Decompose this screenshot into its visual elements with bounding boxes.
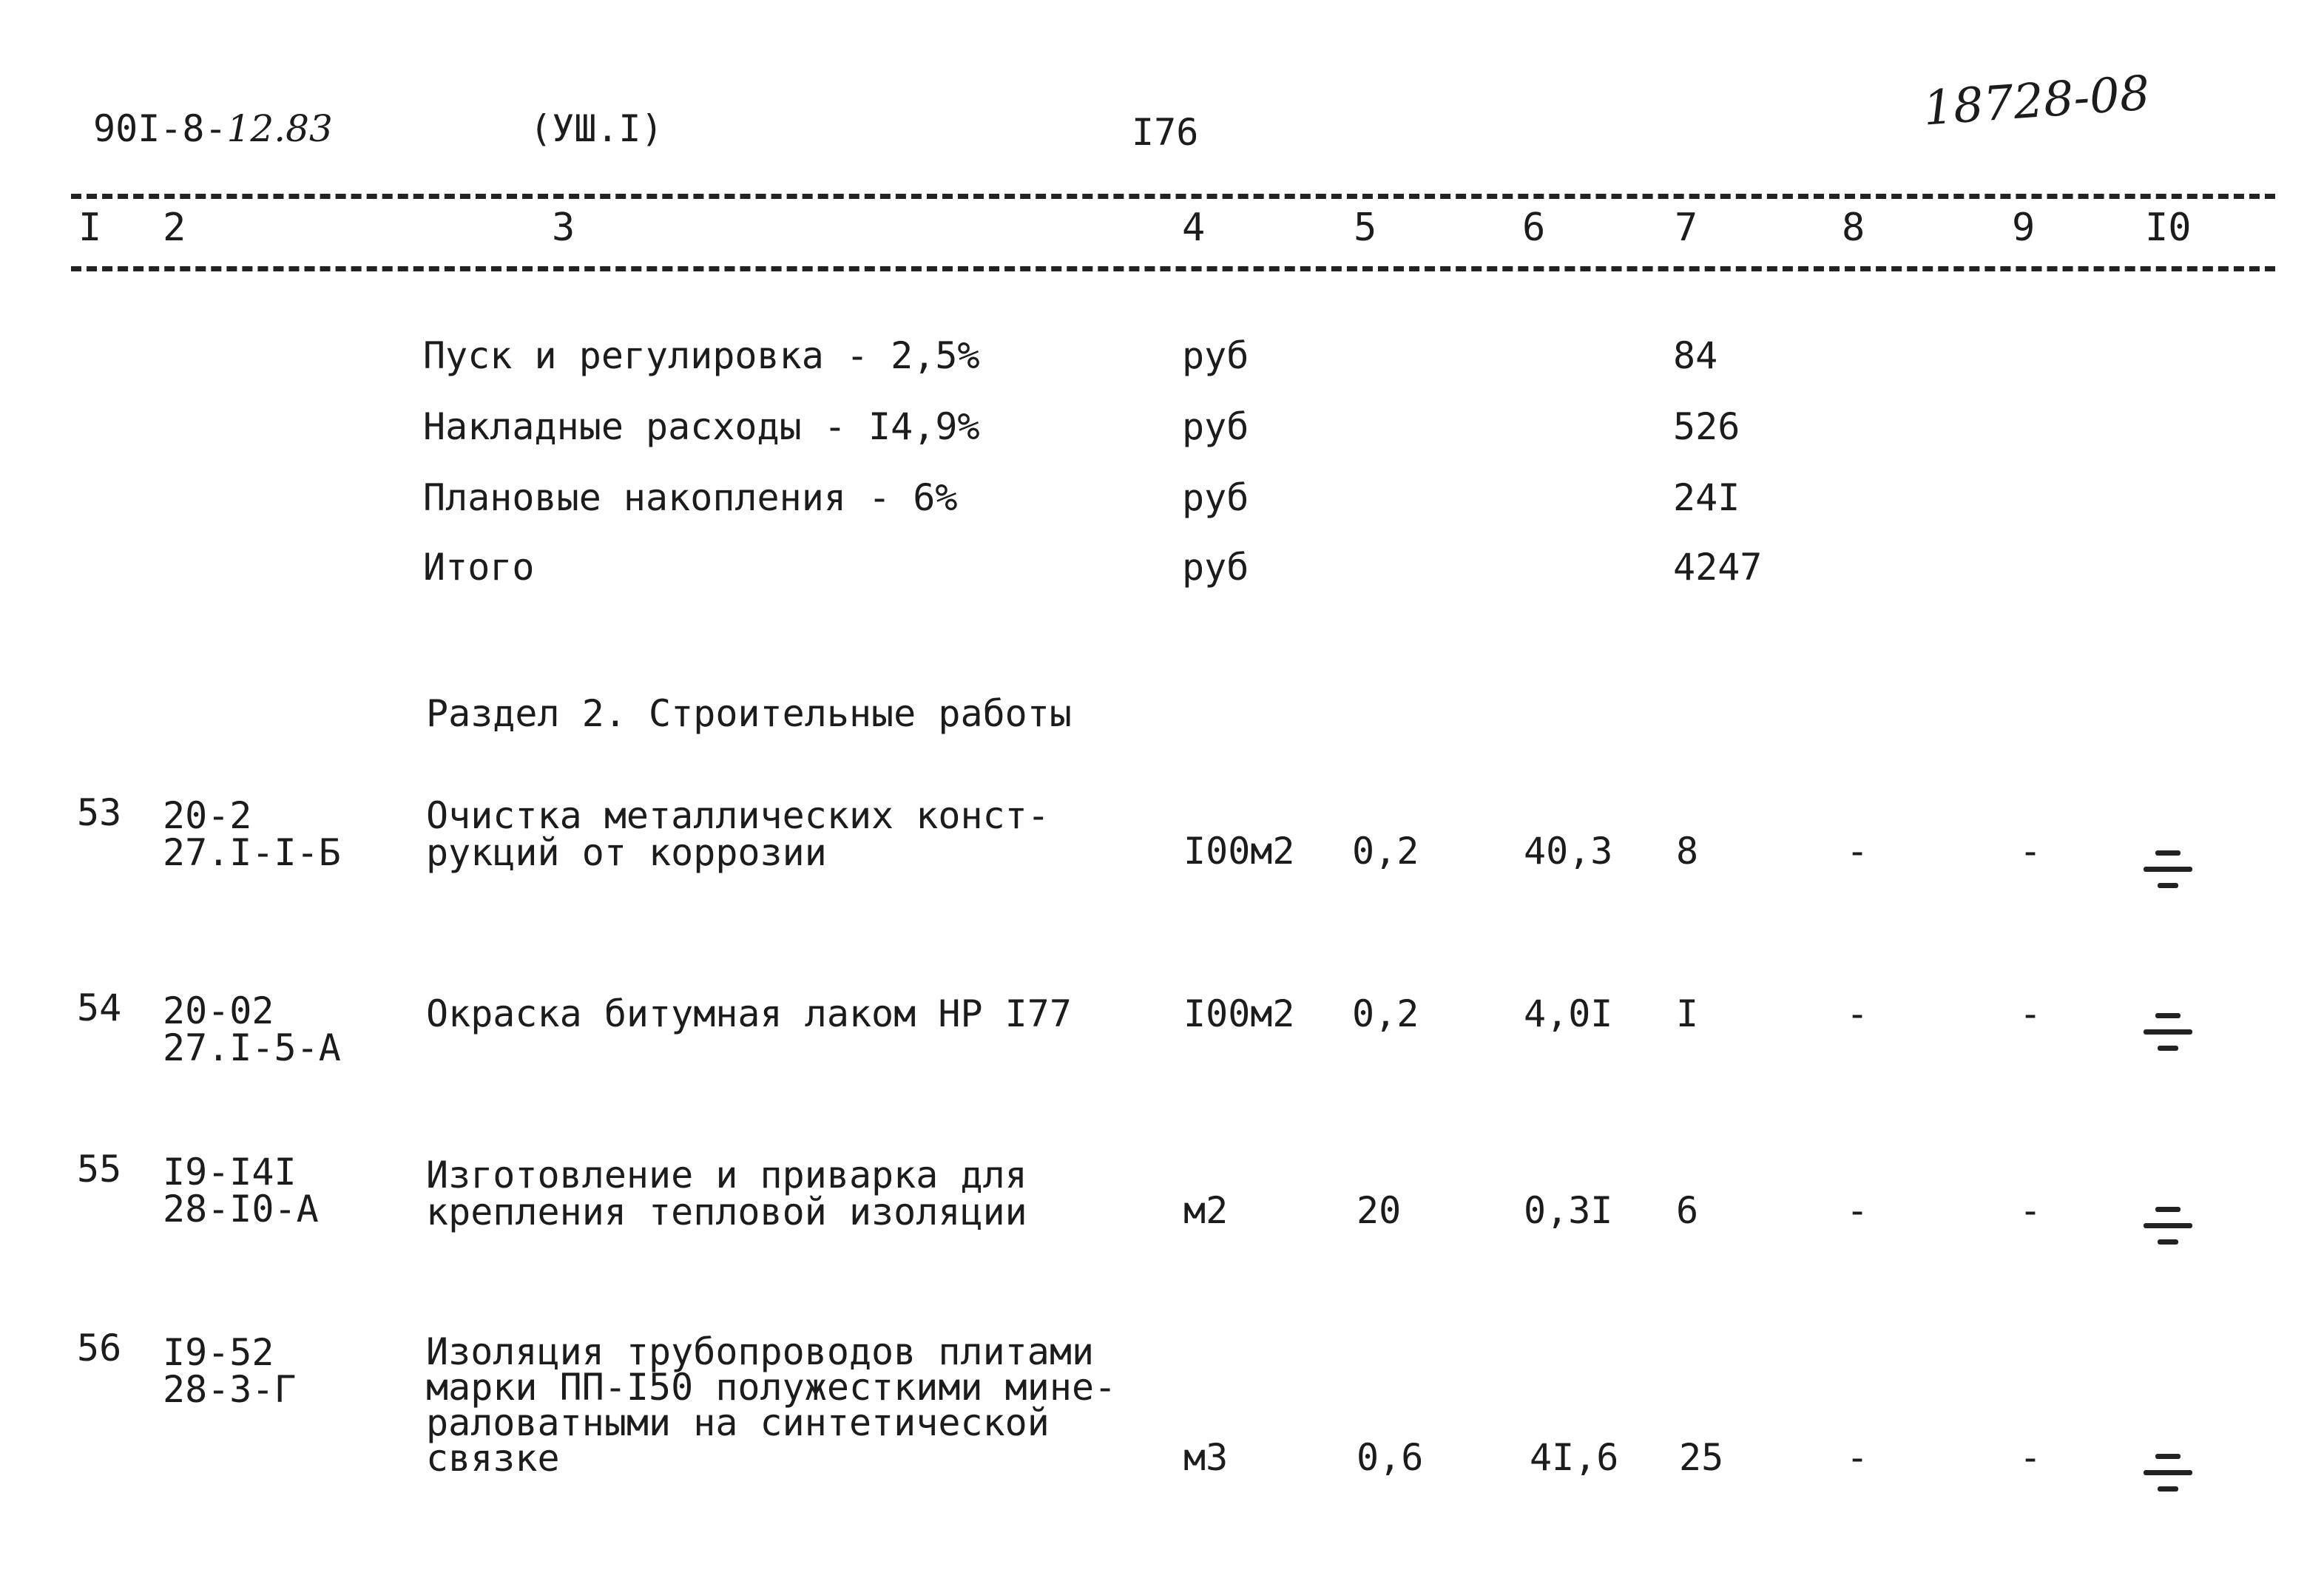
item-number: 53	[77, 791, 122, 834]
item-description: Окраска битумная лаком НР I77	[426, 992, 1072, 1035]
column-number-6: 6	[1522, 206, 1546, 250]
column-number-1: I	[78, 206, 102, 250]
archive-number: 18728-08	[1921, 66, 2152, 137]
item-description: Изготовление и приварка для крепления тепловой изоляции	[426, 1154, 1027, 1233]
item-description: Изоляция трубопроводов плитами марки ПП-I50 полужесткими мине- раловатными на синтетической связке	[426, 1330, 1117, 1480]
document-code-prefix: 90I-8-	[93, 107, 227, 150]
summary-total: 24I	[1673, 476, 1740, 519]
summary-total: 4247	[1673, 546, 1763, 589]
ditto-mark-icon	[2142, 1013, 2194, 1057]
summary-unit: руб	[1182, 546, 1249, 589]
item-quantity: 0,6	[1357, 1436, 1424, 1479]
summary-description: Накладные расходы - I4,9%	[423, 405, 980, 448]
item-number: 55	[77, 1148, 122, 1191]
item-col8: -	[1846, 992, 1869, 1035]
item-unit: м3	[1183, 1436, 1229, 1479]
item-col8: -	[1846, 1189, 1869, 1232]
document-code	[93, 107, 333, 150]
item-unit: I00м2	[1183, 830, 1295, 873]
summary-unit: руб	[1182, 476, 1249, 519]
section-code: (УШ.I)	[530, 107, 663, 150]
item-quantity: 20	[1357, 1189, 1402, 1232]
header-rule-bottom	[71, 266, 2275, 271]
item-col9: -	[2019, 992, 2042, 1035]
item-code: 20-2 27.I-I-Б	[163, 794, 341, 874]
item-unit-price: 4,0I	[1524, 992, 1613, 1035]
column-number-4: 4	[1182, 206, 1206, 250]
item-code: I9-I4I 28-I0-А	[163, 1151, 319, 1230]
column-number-8: 8	[1842, 206, 1865, 250]
ditto-mark-icon	[2142, 850, 2194, 895]
item-quantity: 0,2	[1352, 830, 1419, 873]
item-col9: -	[2019, 1436, 2042, 1479]
item-total: 6	[1676, 1189, 1699, 1232]
item-col9: -	[2019, 830, 2042, 873]
item-code: I9-52 28-3-Г	[163, 1331, 297, 1411]
item-total: I	[1676, 992, 1699, 1035]
item-total: 25	[1679, 1436, 1724, 1479]
section-heading: Раздел 2. Строительные работы	[426, 692, 1072, 735]
item-unit-price: 4I,6	[1530, 1436, 1619, 1479]
column-number-3: 3	[552, 206, 575, 250]
summary-total: 526	[1673, 405, 1740, 448]
summary-description: Итого	[423, 546, 535, 589]
item-col8: -	[1846, 830, 1869, 873]
item-quantity: 0,2	[1352, 992, 1419, 1035]
column-number-7: 7	[1675, 206, 1698, 250]
item-col8: -	[1846, 1436, 1869, 1479]
item-col9: -	[2019, 1189, 2042, 1232]
ditto-mark-icon	[2142, 1207, 2194, 1251]
summary-description: Пуск и регулировка - 2,5%	[423, 334, 980, 377]
ditto-mark-icon	[2142, 1454, 2194, 1498]
column-number-2: 2	[163, 206, 186, 250]
document-code-date: 12.83	[226, 107, 333, 150]
summary-unit: руб	[1182, 334, 1249, 377]
header-rule-top	[71, 194, 2275, 199]
summary-total: 84	[1673, 334, 1718, 377]
column-number-10: I0	[2145, 206, 2192, 250]
item-total: 8	[1676, 830, 1699, 873]
item-unit: I00м2	[1183, 992, 1295, 1035]
column-number-9: 9	[2012, 206, 2036, 250]
item-unit-price: 40,3	[1524, 830, 1613, 873]
summary-unit: руб	[1182, 405, 1249, 448]
item-description: Очистка металлических конст- рукций от коррозии	[426, 794, 1050, 874]
summary-description: Плановые накопления - 6%	[423, 476, 958, 519]
page-number: I76	[1132, 111, 1199, 154]
item-number: 54	[77, 986, 122, 1029]
item-code: 20-02 27.I-5-А	[163, 989, 341, 1069]
item-number: 56	[77, 1327, 122, 1370]
item-unit: м2	[1183, 1189, 1229, 1232]
item-unit-price: 0,3I	[1524, 1189, 1613, 1232]
column-number-5: 5	[1354, 206, 1377, 250]
